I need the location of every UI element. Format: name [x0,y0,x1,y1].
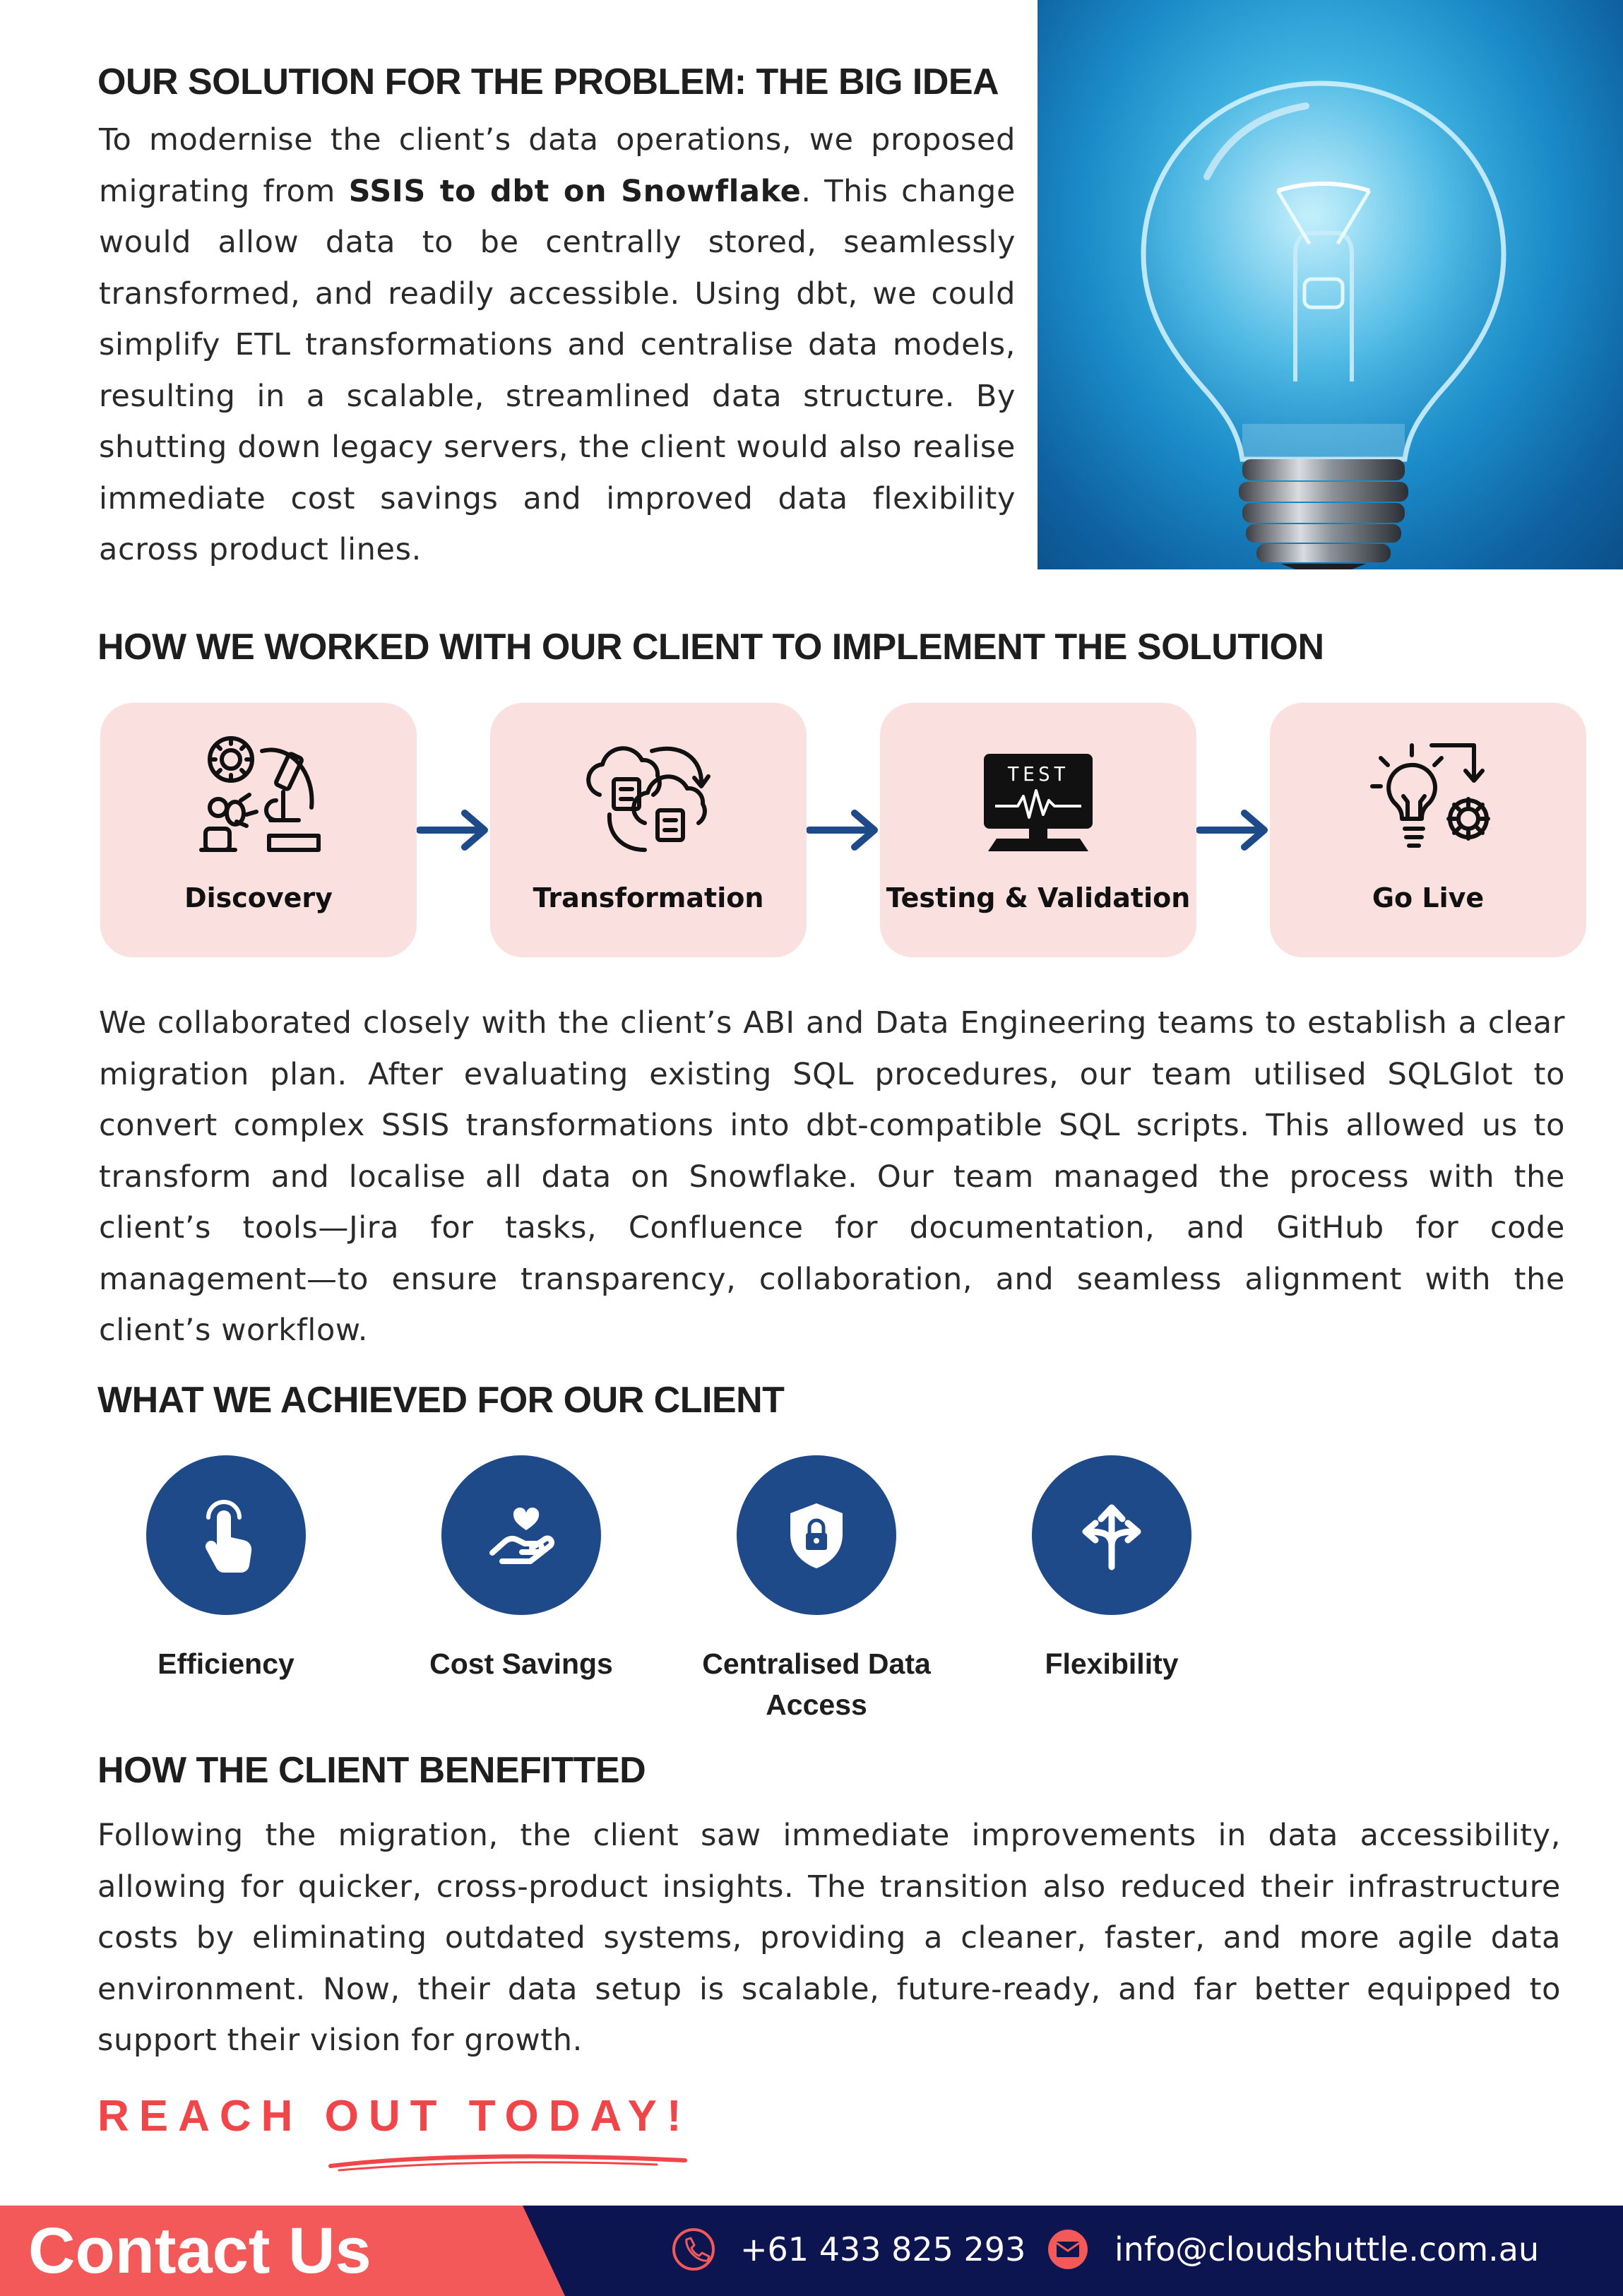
achievement-badge [1032,1455,1191,1615]
achievement-badge [146,1455,306,1615]
footer-email[interactable] [1045,2227,1539,2272]
process-card-golive [1270,703,1586,957]
achievement-label: Centralised Data Access [702,1647,931,1721]
achievement-label: Efficiency [157,1647,295,1680]
process-label-testing: Testing & Validation [886,882,1191,913]
heart-hand-icon [482,1496,560,1574]
arrow-right-icon [1196,809,1270,851]
process-card-testing [880,703,1196,957]
lightbulb-hero-image [1038,0,1623,569]
process-card-discovery [100,703,417,957]
lightbulb-gear-icon [1361,730,1495,864]
test-screen-text: TEST [1007,762,1069,786]
arrow-right-icon [807,809,880,851]
benefits-heading: HOW THE CLIENT BENEFITTED [97,1750,646,1791]
phone-number[interactable]: +61 433 825 293 [740,2230,1026,2268]
email-address[interactable]: info@cloudshuttle.com.au [1114,2230,1540,2268]
arrow-right-icon [417,809,490,851]
achievement-centralised-data [668,1455,965,1725]
achievement-efficiency [78,1455,374,1684]
test-monitor-icon [971,730,1105,864]
footer-phone[interactable] [671,2227,1025,2272]
process-label-transformation: Transformation [533,882,764,913]
microscope-icon [191,730,326,864]
achievement-badge [737,1455,896,1615]
phone-icon [671,2227,716,2272]
process-paragraph: We collaborated closely with the client’s ABI and Data Engineering teams to establish a clear migration plan. After evaluating existing SQL procedures, our team utilised SQLGlot to convert complex SSIS transformations into dbt-compatible SQL scripts. This allowed us to transform and localise all data on Snowflake. Our team managed the process with the client’s tools—Jira for tasks, Confluence for documentation, and GitHub for code management—to ensure transparency, collaboration, and seamless alignment with the client’s workflow. [99,1005,1565,1348]
process-label-golive: Go Live [1372,882,1485,913]
achievement-label: Flexibility [1045,1647,1179,1680]
split-arrows-icon [1073,1496,1151,1574]
achievement-cost-savings [373,1455,670,1684]
solution-paragraph: To modernise the client’s data operations, we proposed migrating from SSIS to dbt on Snowflake. This change would allow data to be centrally stored, seamlessly transformed, and readily accessible. Using dbt, we could simplify ETL transformations and centralise data models, resulting in a scalable, streamlined data structure. By shutting down legacy servers, the client would also realise immediate cost savings and improved data flexibility across product lines. [99,122,1016,567]
process-card-transformation [490,703,807,957]
achievements-heading: WHAT WE ACHIEVED FOR OUR CLIENT [97,1380,785,1421]
benefits-paragraph: Following the migration, the client saw immediate improvements in data accessibility, allowing for quicker, cross-product insights. The transition also reduced their infrastructure costs by eliminating outdated systems, providing a cleaner, faster, and more agile data environment. Now, their data setup is scalable, future-ready, and far better equipped to support their vision for growth. [97,1818,1561,2058]
underline-swoosh [325,2148,692,2173]
solution-heading: OUR SOLUTION FOR THE PROBLEM: THE BIG IDEA [97,61,999,102]
lightbulb-icon [1038,0,1623,569]
email-icon [1045,2227,1090,2272]
tap-hand-icon [187,1496,265,1574]
solution-bold-phrase: SSIS to dbt on Snowflake [348,173,802,209]
contact-us-title: Contact Us [28,2215,371,2287]
reach-out-cta[interactable]: REACH OUT TODAY! [97,2092,691,2141]
shield-lock-icon [778,1496,855,1574]
achievement-flexibility [963,1455,1260,1684]
process-heading: HOW WE WORKED WITH OUR CLIENT TO IMPLEMENT THE SOLUTION [97,627,1324,668]
achievement-badge [441,1455,601,1615]
cloud-transfer-icon [581,730,715,864]
process-label-discovery: Discovery [184,882,333,913]
achievement-label: Cost Savings [429,1647,613,1680]
